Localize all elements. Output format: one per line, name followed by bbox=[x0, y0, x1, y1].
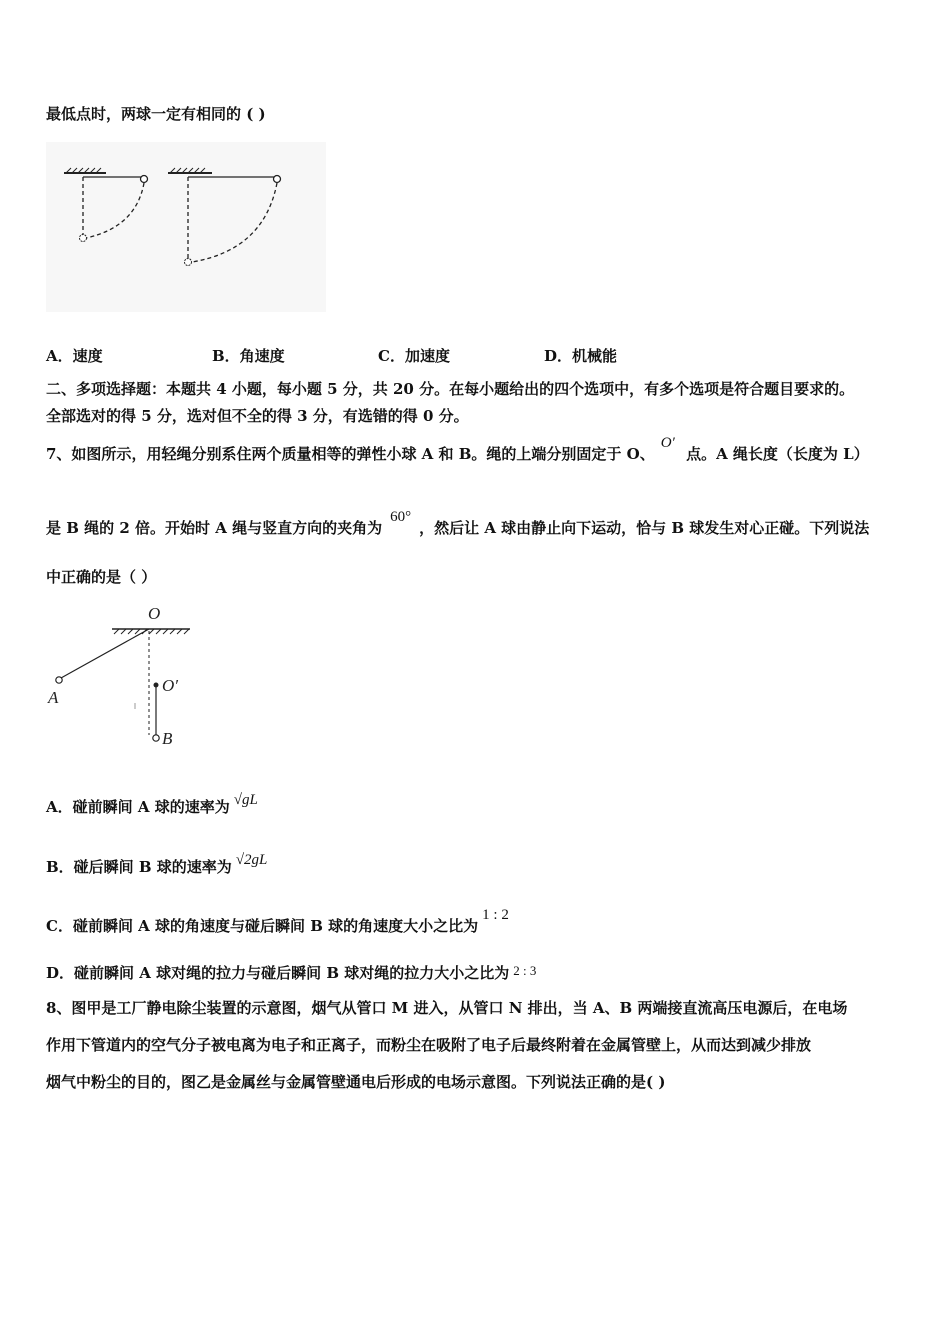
q7-part3: 是 B 绳的 2 倍。开始时 A 绳与竖直方向的夹角为 bbox=[46, 519, 383, 537]
q7-stem-line2 bbox=[46, 509, 870, 538]
q7-part1: 7、如图所示，用轻绳分别系住两个质量相等的弹性小球 A 和 B。绳的上端分别固定于 O、 bbox=[46, 445, 655, 463]
q7-option-c-text: C．碰前瞬间 A 球的角速度与碰后瞬间 B 球的角速度大小之比为 bbox=[46, 917, 479, 935]
q6-option-a[interactable]: A．速度 bbox=[46, 347, 103, 365]
q7-option-d[interactable] bbox=[46, 962, 536, 983]
q7-stem-line1 bbox=[46, 435, 869, 464]
label-o-prime: O′ bbox=[162, 676, 178, 695]
q7-angle: 60° bbox=[390, 509, 412, 525]
q7-option-b-math: √2gL bbox=[235, 852, 268, 868]
q8-line2: 作用下管道内的空气分子被电离为电子和正离子，而粉尘在吸附了电子后最终附着在金属管壁上，从而达到减少排放 bbox=[46, 1036, 812, 1054]
q7-option-a-text: A．碰前瞬间 A 球的速率为 bbox=[46, 798, 230, 816]
q7-option-b-text: B．碰后瞬间 B 球的速率为 bbox=[46, 858, 232, 876]
q6-option-d[interactable]: D．机械能 bbox=[544, 347, 618, 365]
q7-o-prime: O′ bbox=[660, 435, 675, 451]
q8-line1: 8、图甲是工厂静电除尘装置的示意图，烟气从管口 M 进入，从管口 N 排出，当 A、B 两端接直流高压电源后，在电场 bbox=[46, 999, 848, 1017]
q8-line3: 烟气中粉尘的目的，图乙是金属丝与金属管壁通电后形成的电场示意图。下列说法正确的是( ) bbox=[46, 1073, 666, 1091]
q7-stem-line3: 中正确的是（ ） bbox=[46, 568, 157, 586]
q6-pendulum-figure bbox=[46, 142, 326, 312]
q7-option-d-text: D．碰前瞬间 A 球对绳的拉力与碰后瞬间 B 球对绳的拉力大小之比为 bbox=[46, 964, 510, 982]
q6-option-b[interactable]: B．角速度 bbox=[212, 347, 285, 365]
q7-option-a-math: √gL bbox=[233, 792, 258, 808]
q7-figure bbox=[44, 603, 204, 748]
q6-stem: 最低点时，两球一定有相同的 ( ) bbox=[46, 105, 266, 123]
label-b: B bbox=[162, 729, 173, 748]
q7-part2: 点。A 绳长度（长度为 L） bbox=[680, 445, 869, 463]
ball-a bbox=[56, 677, 62, 683]
section2-line2: 全部选对的得 5 分，选对但不全的得 3 分，有选错的得 0 分。 bbox=[46, 407, 469, 425]
q6-options-row bbox=[46, 345, 617, 366]
q7-option-a[interactable] bbox=[46, 792, 258, 817]
q7-option-d-math: 2 : 3 bbox=[513, 963, 537, 978]
label-o: O bbox=[148, 604, 161, 623]
ball-b bbox=[153, 735, 159, 741]
q7-option-c-math: 1 : 2 bbox=[482, 907, 509, 923]
q6-option-c[interactable]: C．加速度 bbox=[378, 347, 450, 365]
q7-option-b[interactable] bbox=[46, 852, 268, 877]
string-a bbox=[61, 629, 149, 678]
label-a: A bbox=[48, 688, 59, 707]
q7-part4: ，然后让 A 球由静止向下运动，恰与 B 球发生对心正碰。下列说法 bbox=[419, 519, 870, 537]
section2-line1: 二、多项选择题：本题共 4 小题，每小题 5 分，共 20 分。在每小题给出的四个选项中，有多个选项是符合题目要求的。 bbox=[46, 380, 855, 398]
q7-option-c[interactable] bbox=[46, 907, 509, 936]
